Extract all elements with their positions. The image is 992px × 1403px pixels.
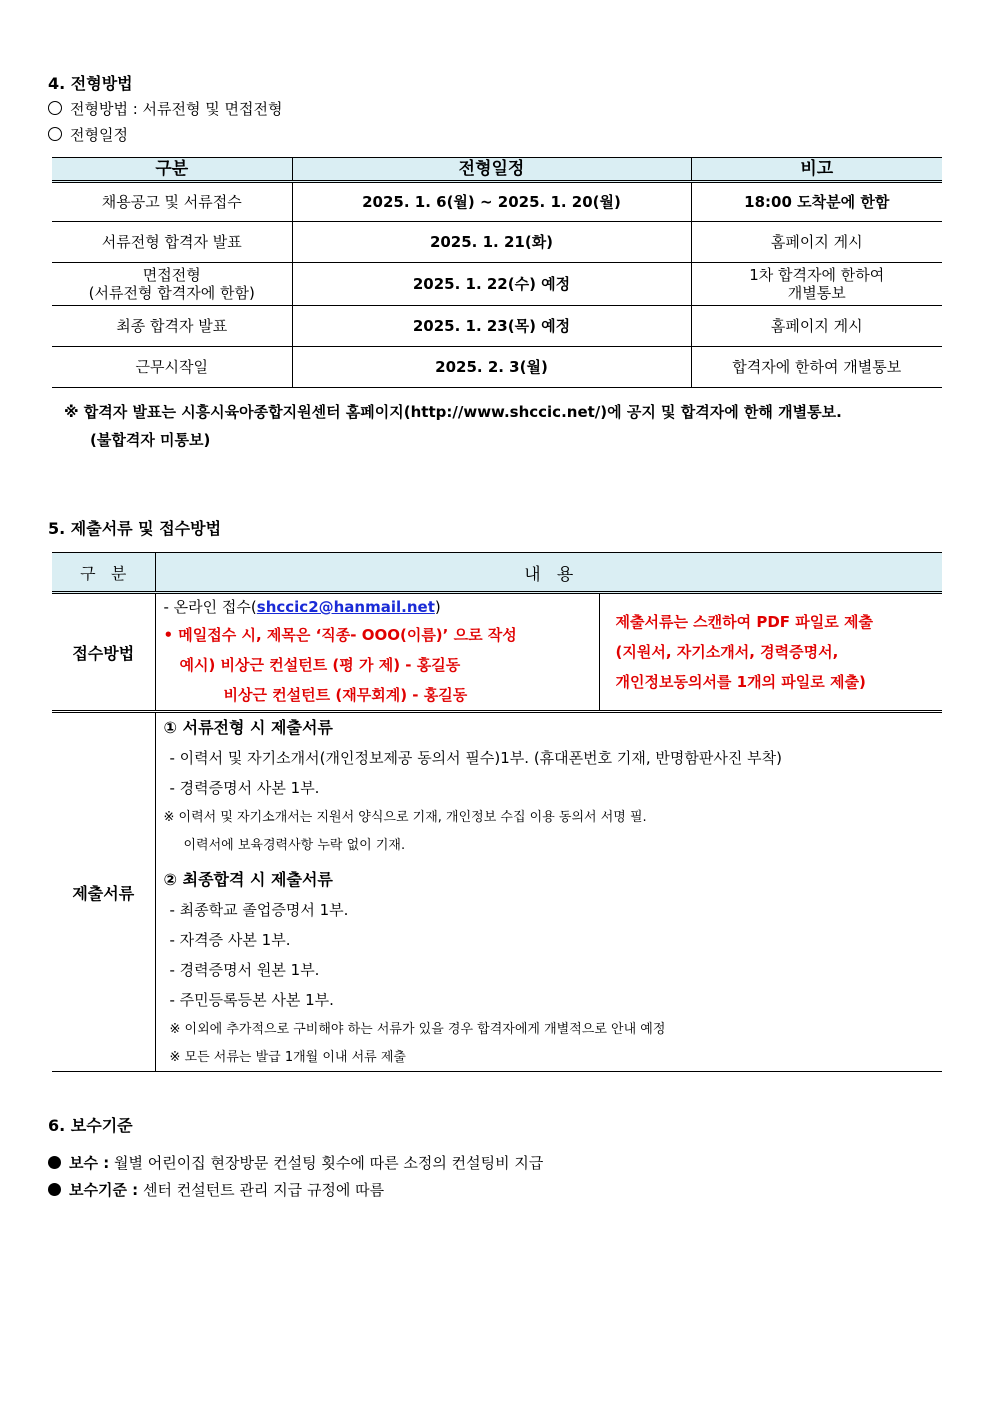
category-line: 면접전형 — [142, 266, 201, 284]
list-item: - 경력증명서 원본 1부. — [169, 961, 320, 979]
row-schedule: 2025. 1. 22(수) 예정 — [292, 263, 691, 306]
documents-content — [155, 712, 942, 1072]
row-note: 합격자에 한하여 개별통보 — [691, 347, 942, 388]
documents-row — [52, 712, 942, 1072]
list-item: - 이력서 및 자기소개서(개인정보제공 동의서 필수)1부. (휴대폰번호 기재, 반명함판사진 부착) — [169, 749, 782, 767]
pdf-note-line: 제출서류는 스캔하여 PDF 파일로 제출 — [615, 613, 873, 631]
announcement-footnote-cont: (불합격자 미통보) — [90, 431, 211, 449]
header-schedule: 전형일정 — [292, 158, 691, 182]
row-schedule: 2025. 2. 3(월) — [292, 347, 691, 388]
schedule-table-header — [52, 158, 942, 182]
example-line-1: 예시) 비상근 컨설턴트 (평 가 제) - 홍길동 — [179, 656, 461, 674]
table-row — [52, 182, 942, 222]
method-label: 접수방법 — [52, 593, 155, 712]
hollow-circle-icon — [48, 101, 62, 115]
row-category: 채용공고 및 서류접수 — [52, 182, 292, 222]
header-note: 비고 — [691, 158, 942, 182]
section-4-title: 4. 전형방법 — [48, 74, 133, 93]
row-category — [52, 263, 292, 306]
pdf-note — [599, 593, 942, 712]
email-link[interactable]: shccic2@hanmail.net — [256, 598, 435, 616]
group2-note: ※ 이외에 추가적으로 구비해야 하는 서류가 있을 경우 합격자에게 개별적으로 안내 예정 — [169, 1022, 666, 1037]
group1-note-cont: 이력서에 보육경력사항 누락 없이 기재. — [183, 838, 406, 853]
bullet-text: 전형방법 : 서류전형 및 면접전형 — [70, 100, 283, 118]
row-note: 18:00 도착분에 한함 — [691, 182, 942, 222]
row-schedule: 2025. 1. 6(월) ~ 2025. 1. 20(월) — [292, 182, 691, 222]
table-row — [52, 306, 942, 347]
online-suffix: ) — [434, 598, 441, 616]
pay-standard-item — [48, 1179, 384, 1200]
note-line: 1차 합격자에 한하여 — [749, 266, 885, 284]
pay-label: 보수 : — [69, 1154, 110, 1172]
section-5-title: 5. 제출서류 및 접수방법 — [48, 519, 222, 538]
group2-note: ※ 모든 서류는 발급 1개월 이내 서류 제출 — [169, 1050, 406, 1065]
pdf-note-line: (지원서, 자기소개서, 경력증명서, — [615, 643, 839, 661]
pay-item — [48, 1152, 543, 1173]
header-category: 구 분 — [52, 553, 155, 593]
list-item: - 경력증명서 사본 1부. — [169, 779, 320, 797]
list-item: - 최종학교 졸업증명서 1부. — [169, 901, 349, 919]
group1-note: ※ 이력서 및 자기소개서는 지원서 양식으로 기재, 개인정보 수집 이용 동의서 서명 필. — [163, 810, 647, 825]
table-row — [52, 347, 942, 388]
method-row — [52, 593, 942, 712]
bullet-text: 전형일정 — [70, 126, 128, 144]
section-4-bullet-method — [48, 98, 283, 119]
row-schedule: 2025. 1. 21(화) — [292, 222, 691, 263]
online-prefix: - 온라인 접수( — [163, 598, 257, 616]
example-line-2: 비상근 컨설턴트 (재무회계) - 홍길동 — [223, 686, 468, 704]
filled-circle-icon — [48, 1156, 61, 1169]
header-content: 내 용 — [155, 553, 942, 593]
pay-text: 월별 어린이집 현장방문 컨설팅 횟수에 따른 소정의 컨설팅비 지급 — [113, 1154, 544, 1172]
method-content — [155, 593, 599, 712]
row-note — [691, 263, 942, 306]
mail-subject-note: • 메일접수 시, 제목은 ‘직종- OOO(이름)’ 으로 작성 — [163, 626, 517, 644]
pay-standard-text: 센터 컨설턴트 관리 지급 규정에 따름 — [142, 1181, 385, 1199]
category-line: (서류전형 합격자에 한함) — [88, 284, 255, 302]
note-line: 개별통보 — [787, 284, 846, 302]
pay-standard-label: 보수기준 : — [69, 1181, 139, 1199]
table-row — [52, 263, 942, 306]
filled-circle-icon — [48, 1183, 61, 1196]
pdf-note-line: 개인정보동의서를 1개의 파일로 제출) — [615, 673, 866, 691]
section-4-bullet-schedule — [48, 124, 128, 145]
hollow-circle-icon — [48, 127, 62, 141]
documents-table — [52, 552, 942, 1072]
row-note: 홈페이지 게시 — [691, 306, 942, 347]
online-line — [164, 596, 599, 618]
row-category: 서류전형 합격자 발표 — [52, 222, 292, 263]
documents-label: 제출서류 — [52, 712, 155, 1072]
announcement-footnote: ※ 합격자 발표는 시흥시육아종합지원센터 홈페이지(http://www.shccic.net/)에 공지 및 합격자에 한해 개별통보. — [64, 403, 842, 421]
group1-title: ① 서류전형 시 제출서류 — [163, 718, 333, 737]
row-schedule: 2025. 1. 23(목) 예정 — [292, 306, 691, 347]
table-row — [52, 222, 942, 263]
row-category: 최종 합격자 발표 — [52, 306, 292, 347]
section-6-title: 6. 보수기준 — [48, 1116, 133, 1135]
list-item: - 주민등록등본 사본 1부. — [169, 991, 334, 1009]
schedule-table — [52, 157, 942, 388]
header-category: 구분 — [52, 158, 292, 182]
documents-table-header — [52, 553, 942, 593]
list-item: - 자격증 사본 1부. — [169, 931, 291, 949]
row-note: 홈페이지 게시 — [691, 222, 942, 263]
row-category: 근무시작일 — [52, 347, 292, 388]
group2-title: ② 최종합격 시 제출서류 — [163, 870, 333, 889]
